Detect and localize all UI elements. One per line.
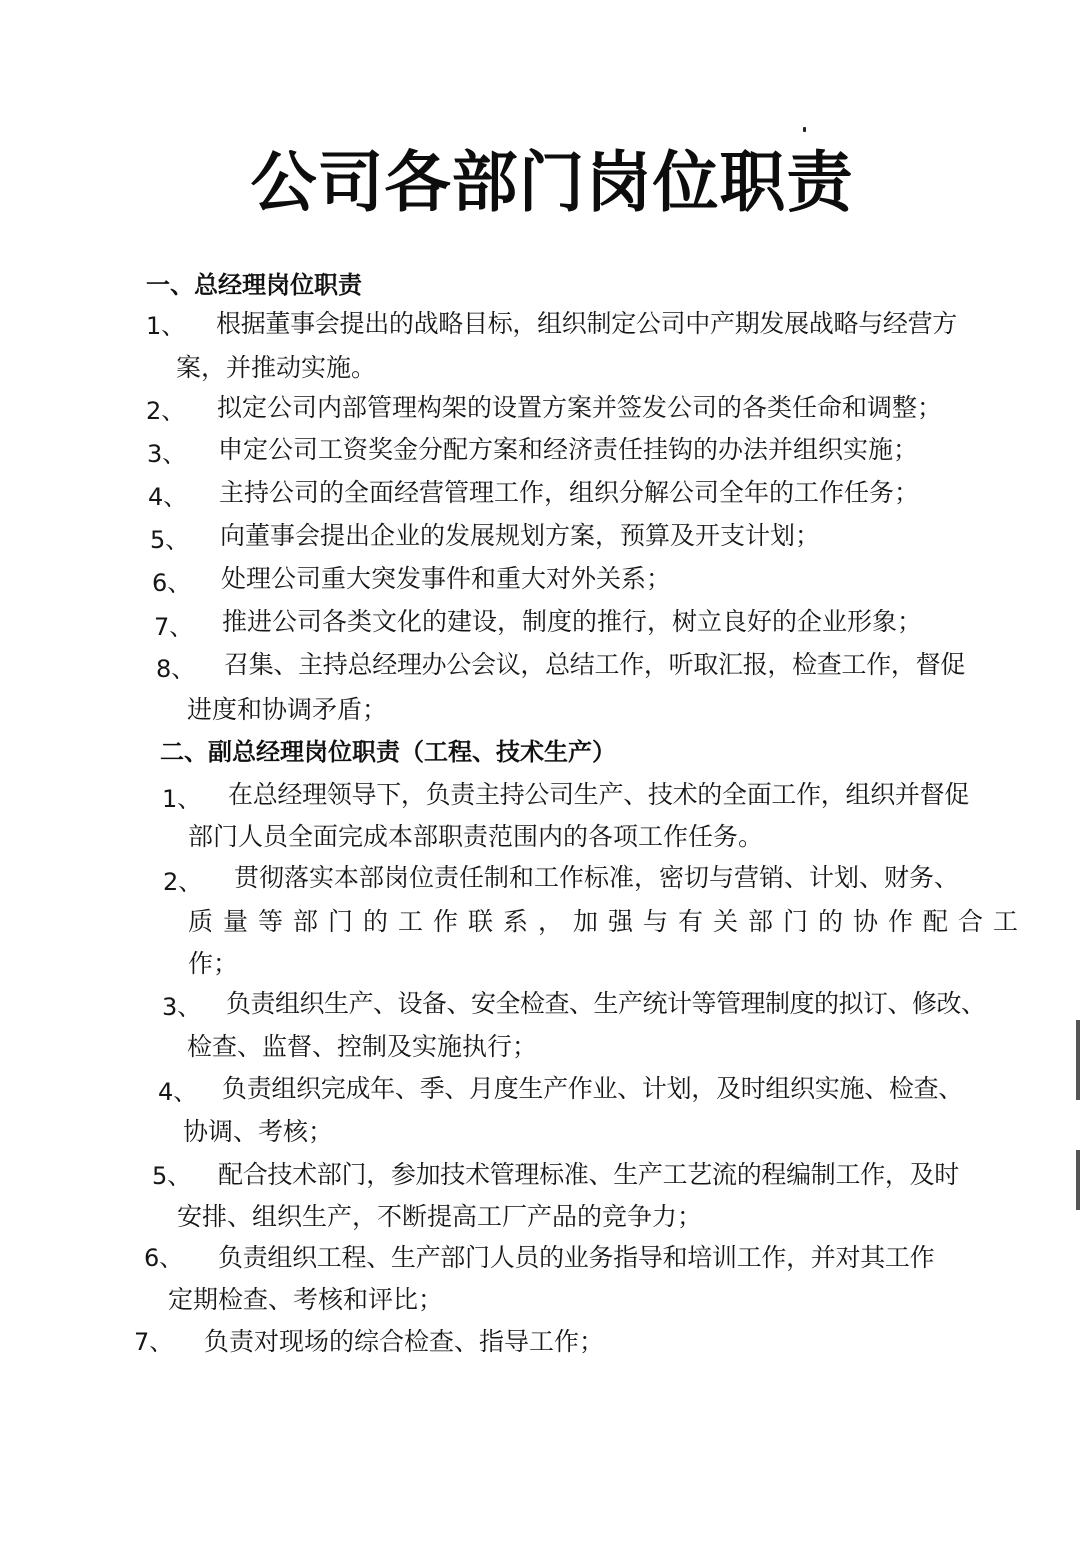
item-number: 2、 [146,397,186,425]
item-text-line: 拟定公司内部管理构架的设置方案并签发公司的各类任命和调整； [217,393,943,422]
item-number: 1、 [162,785,202,813]
item-text-line: 根据董事会提出的战略目标，组织制定公司中产期发展战略与经营方 [216,309,958,338]
item-text-line: 质量等部门的工作联系，加强与有关部门的协作配合工 [188,907,1029,936]
item-number: 1、 [146,312,186,340]
item-number: 2、 [163,868,203,896]
section-heading: 二、副总经理岗位职责（工程、技术生产） [160,738,616,766]
item-text-line: 配合技术部门，参加技术管理标准、生产工艺流的程编制工作，及时 [218,1160,960,1189]
item-text-line: 申定公司工资奖金分配方案和经济责任挂钩的办法并组织实施； [218,435,919,464]
item-text-line: 召集、主持总经理办公会议，总结工作，听取汇报，检查工作，督促 [224,650,966,679]
item-number: 6、 [144,1244,184,1272]
item-text-line: 协调、考核； [183,1117,334,1146]
item-text-line: 检查、监督、控制及实施执行； [187,1032,538,1061]
item-text-line: 贯彻落实本部岗位责任制和工作标准，密切与营销、计划、财务、 [234,863,960,892]
item-text-line: 处理公司重大突发事件和重大对外关系； [221,564,672,593]
item-text-line: 在总经理领导下，负责主持公司生产、技术的全面工作，组织并督促 [228,780,970,809]
item-number: 6、 [152,569,192,597]
item-text-line: 推进公司各类文化的建设，制度的推行，树立良好的企业形象； [222,607,923,636]
scan-edge-mark [1076,1020,1080,1100]
item-number: 5、 [152,1162,192,1190]
scan-edge-mark [1076,1150,1080,1210]
item-number: 8、 [156,655,196,683]
item-text-line: 向董事会提出企业的发展规划方案，预算及开支计划； [220,521,821,550]
item-text-line: 负责对现场的综合检查、指导工作； [204,1327,605,1356]
scan-speck [803,127,806,132]
item-number: 3、 [147,440,187,468]
item-text-line: 部门人员全面完成本部职责范围内的各项工作任务。 [188,822,764,851]
item-number: 4、 [148,483,188,511]
document-title: 公司各部门岗位职责 [250,144,854,221]
item-text-line: 负责组织完成年、季、月度生产作业、计划，及时组织实施、检查、 [222,1074,964,1103]
item-text-line: 定期检查、考核和评比； [168,1285,444,1314]
section-heading: 一、总经理岗位职责 [146,271,362,299]
item-text-line: 负责组织工程、生产部门人员的业务指导和培训工作，并对其工作 [218,1243,935,1272]
item-number: 3、 [162,993,202,1021]
item-number: 7、 [134,1328,174,1356]
item-text-line: 案，并推动实施。 [176,353,377,382]
item-text-line: 进度和协调矛盾； [187,695,388,724]
item-number: 7、 [154,613,194,641]
item-text-line: 主持公司的全面经营管理工作，组织分解公司全年的工作任务； [219,478,920,507]
item-number: 5、 [150,526,190,554]
item-number: 4、 [158,1078,198,1106]
item-text-line: 作； [188,949,239,978]
item-text-line: 安排、组织生产，不断提高工厂产品的竞争力； [177,1202,703,1231]
item-text-line: 负责组织生产、设备、安全检查、生产统计等管理制度的拟订、修改、 [226,989,986,1018]
